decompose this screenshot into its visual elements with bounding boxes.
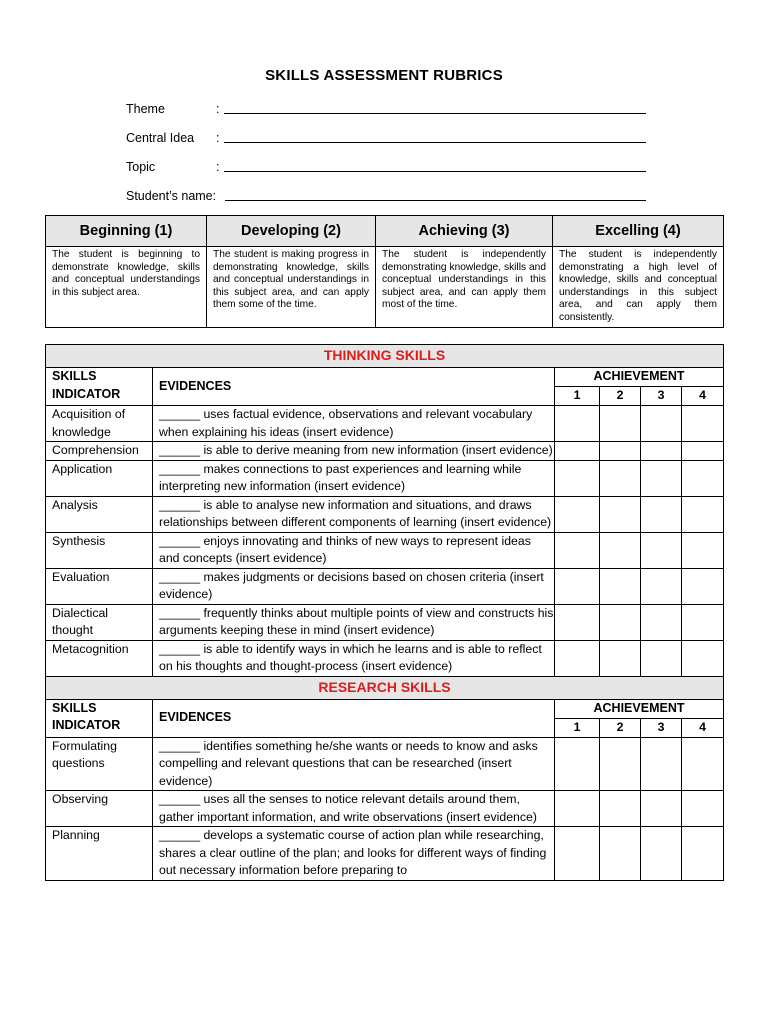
topic-line[interactable] [224,158,646,172]
score-cell-2[interactable] [600,827,641,881]
level-excelling-header: Excelling (4) [553,216,724,247]
evidence-text: ______ is able to identify ways in which he learns and is able to reflect on his thoughts and thought-process (insert evidence) [153,640,555,676]
score-cell-2[interactable] [600,640,641,676]
score-header-4: 4 [682,387,724,406]
table-row [46,737,724,791]
score-cell-3[interactable] [641,568,682,604]
table-row [46,460,724,496]
central-idea-colon: : [216,131,220,145]
research-skills-title: RESEARCH SKILLS [46,676,724,699]
evidence-text: ______ makes judgments or decisions based on chosen criteria (insert evidence) [153,568,555,604]
score-cell-1[interactable] [555,496,600,532]
central-idea-field[interactable] [126,127,646,145]
score-cell-3[interactable] [641,604,682,640]
table-row [46,568,724,604]
level-achieving-desc: The student is independently demonstrating knowledge, skills and conceptual understandings in this subject area, and can apply them most of the time. [376,247,553,328]
score-cell-1[interactable] [555,791,600,827]
evidence-text: ______ uses all the senses to notice relevant details around them, gather important information, and write observations (insert evidence) [153,791,555,827]
level-beginning-header: Beginning (1) [46,216,207,247]
score-cell-4[interactable] [682,568,724,604]
skill-name: Observing [46,791,153,827]
score-header-3: 3 [641,718,682,737]
theme-label: Theme [126,102,165,116]
score-cell-4[interactable] [682,496,724,532]
table-row [46,442,724,461]
level-developing-header: Developing (2) [207,216,376,247]
skill-name: Acquisition of knowledge [46,406,153,442]
score-cell-1[interactable] [555,568,600,604]
score-cell-3[interactable] [641,406,682,442]
evidence-text: ______ is able to analyse new information and situations, and draws relationships between different components of learning (insert evidence) [153,496,555,532]
table-row [46,604,724,640]
score-cell-4[interactable] [682,442,724,461]
score-cell-3[interactable] [641,532,682,568]
table-row [46,640,724,676]
topic-field[interactable] [126,156,646,174]
score-cell-1[interactable] [555,460,600,496]
table-row [46,827,724,881]
skills-header-line1: SKILLS [52,700,97,715]
central-idea-line[interactable] [224,129,646,143]
score-cell-2[interactable] [600,532,641,568]
skill-name: Metacognition [46,640,153,676]
skills-indicator-header [46,699,153,737]
score-header-2: 2 [600,718,641,737]
score-cell-4[interactable] [682,406,724,442]
skills-indicator-header [46,368,153,406]
central-idea-label: Central Idea [126,131,195,145]
table-row [46,791,724,827]
score-cell-2[interactable] [600,406,641,442]
page-title: SKILLS ASSESSMENT RUBRICS [265,67,503,84]
score-cell-4[interactable] [682,604,724,640]
thinking-skills-title: THINKING SKILLS [46,345,724,368]
achievement-header: ACHIEVEMENT [555,368,724,387]
score-header-2: 2 [600,387,641,406]
score-cell-2[interactable] [600,442,641,461]
evidences-header: EVIDENCES [153,699,555,737]
table-row [46,532,724,568]
skill-name: Planning [46,827,153,881]
score-cell-3[interactable] [641,496,682,532]
evidence-text: ______ makes connections to past experiences and learning while interpreting new information (insert evidence) [153,460,555,496]
score-header-4: 4 [682,718,724,737]
student-name-field[interactable] [126,185,646,203]
table-row [46,406,724,442]
score-cell-1[interactable] [555,406,600,442]
score-cell-3[interactable] [641,460,682,496]
achievement-levels-table [45,215,724,328]
score-cell-4[interactable] [682,827,724,881]
score-header-3: 3 [641,387,682,406]
score-cell-2[interactable] [600,496,641,532]
table-row [46,496,724,532]
topic-label: Topic [126,160,156,174]
score-cell-3[interactable] [641,442,682,461]
score-cell-1[interactable] [555,737,600,791]
student-name-colon: : [212,189,217,203]
student-name-label: Student’s name [126,189,213,203]
score-cell-2[interactable] [600,737,641,791]
score-cell-3[interactable] [641,737,682,791]
score-cell-1[interactable] [555,442,600,461]
score-header-1: 1 [555,718,600,737]
score-header-1: 1 [555,387,600,406]
skill-name: Comprehension [46,442,153,461]
level-developing-desc: The student is making progress in demonstrating knowledge, skills and conceptual understandings in this subject area, and can apply them some of the time. [207,247,376,328]
skill-name: Dialectical thought [46,604,153,640]
score-cell-4[interactable] [682,460,724,496]
score-cell-1[interactable] [555,640,600,676]
score-cell-3[interactable] [641,827,682,881]
score-cell-4[interactable] [682,737,724,791]
skills-table [45,344,724,881]
score-cell-2[interactable] [600,460,641,496]
skill-name: Application [46,460,153,496]
skills-header-line1: SKILLS [52,369,97,383]
achievement-header: ACHIEVEMENT [555,699,724,718]
skill-name: Formulating questions [46,737,153,791]
skill-name: Analysis [46,496,153,532]
score-cell-2[interactable] [600,604,641,640]
score-cell-4[interactable] [682,791,724,827]
student-name-line[interactable] [225,187,646,201]
score-cell-3[interactable] [641,640,682,676]
score-cell-3[interactable] [641,791,682,827]
score-cell-1[interactable] [555,532,600,568]
evidence-text: ______ is able to derive meaning from new information (insert evidence) [153,442,555,461]
score-cell-4[interactable] [682,532,724,568]
score-cell-1[interactable] [555,604,600,640]
theme-line[interactable] [224,100,646,114]
evidence-text: ______ enjoys innovating and thinks of new ways to represent ideas and concepts (insert evidence) [153,532,555,568]
skill-name: Evaluation [46,568,153,604]
topic-colon: : [216,160,220,174]
evidences-header: EVIDENCES [153,368,555,406]
skill-name: Synthesis [46,532,153,568]
evidence-text: ______ uses factual evidence, observations and relevant vocabulary when explaining his ideas (insert evidence) [153,406,555,442]
skills-header-line2: INDICATOR [52,718,121,732]
evidence-text: ______ frequently thinks about multiple points of view and constructs his arguments keeping these in mind (insert evidence) [153,604,555,640]
evidence-text: ______ develops a systematic course of action plan while researching, shares a clear outline of the plan; and looks for different ways of finding out necessary information before preparing to [153,827,555,881]
score-cell-4[interactable] [682,640,724,676]
level-beginning-desc: The student is beginning to demonstrate knowledge, skills and conceptual understandings in this subject area. [46,247,207,328]
score-cell-2[interactable] [600,568,641,604]
level-achieving-header: Achieving (3) [376,216,553,247]
evidence-text: ______ identifies something he/she wants or needs to know and asks compelling and relevant questions that can be researched (insert evidence) [153,737,555,791]
score-cell-1[interactable] [555,827,600,881]
theme-colon: : [216,102,220,116]
score-cell-2[interactable] [600,791,641,827]
skills-header-line2: INDICATOR [52,386,121,401]
level-excelling-desc: The student is independently demonstrating a high level of knowledge, skills and conceptual understandings in this subject area, and can apply them consistently. [553,247,724,328]
theme-field[interactable] [126,98,646,116]
